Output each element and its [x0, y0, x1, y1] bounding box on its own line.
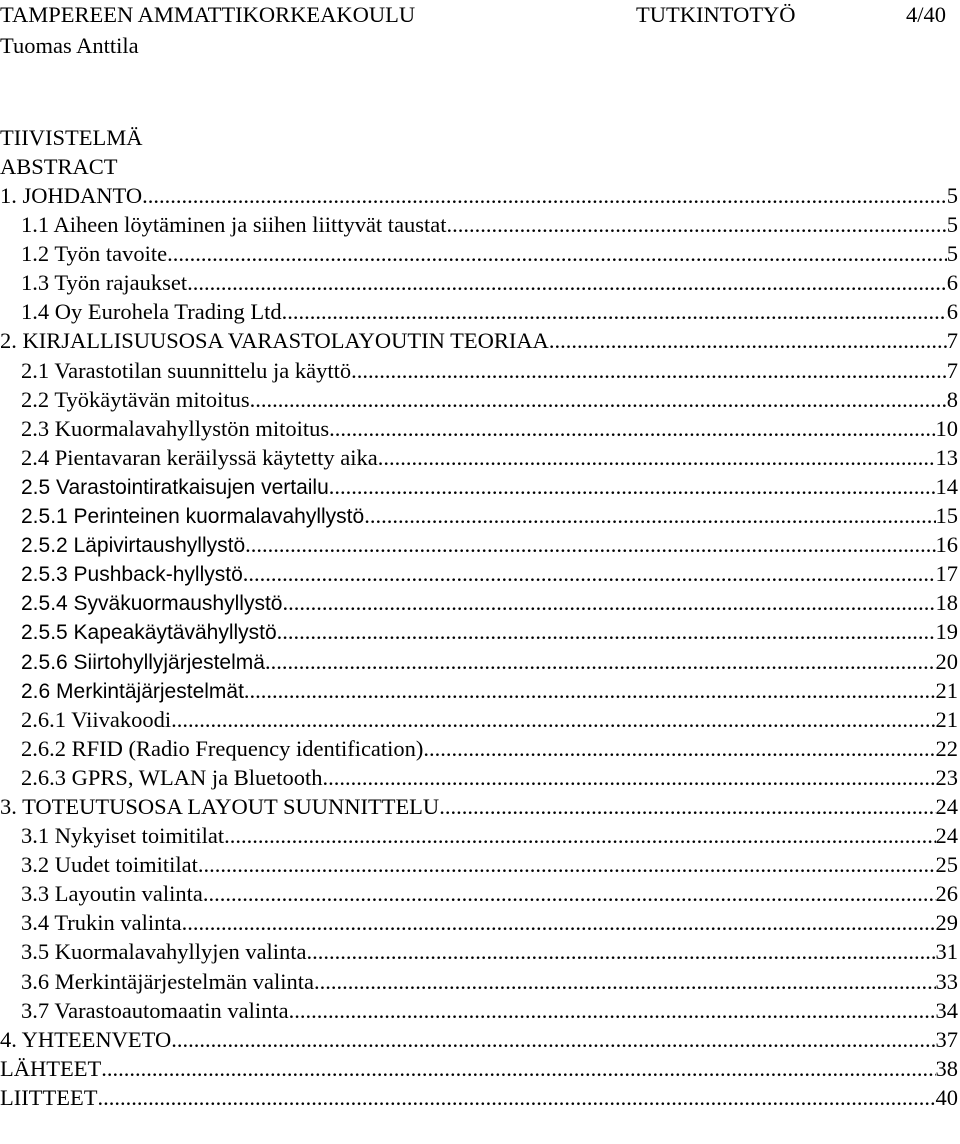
- toc-entry-page: 21: [935, 706, 958, 732]
- toc-leader-dots: [243, 559, 936, 588]
- toc-entry-title: 2.5.6 Siirtohyllyjärjestelmä: [21, 650, 265, 674]
- toc-entry[interactable]: [0, 850, 958, 879]
- toc-entry[interactable]: [0, 676, 958, 705]
- toc-entry-title: 2.6.3 GPRS, WLAN ja Bluetooth: [21, 764, 323, 790]
- toc-entry-title: 3.7 Varastoautomaatin valinta: [21, 997, 289, 1023]
- toc-entry-page: 34: [935, 997, 958, 1023]
- toc-entry[interactable]: [0, 385, 958, 414]
- toc-leader-dots: [101, 1054, 935, 1083]
- toc-leader-dots: [439, 792, 935, 821]
- toc-leader-dots: [244, 676, 936, 705]
- front-item-abstract-en: ABSTRACT: [0, 154, 118, 179]
- toc-entry-page: 7: [946, 328, 958, 354]
- toc-entry-page: 5: [946, 212, 958, 238]
- toc-entry-page: 26: [935, 881, 958, 907]
- toc-entry-title: 2.5.5 Kapeakäytävähyllystö: [21, 621, 277, 645]
- toc-entry-page: 29: [935, 910, 958, 936]
- toc-entry-title: 3.6 Merkintäjärjestelmän valinta: [21, 968, 315, 994]
- author-name: Tuomas Anttila: [0, 33, 139, 58]
- toc-entry-title: 2.5.1 Perinteinen kuormalavahyllystö: [21, 505, 365, 529]
- toc-entry-title: 2.2 Työkäytävän mitoitus: [21, 386, 250, 412]
- toc-entry-title: 2.4 Pientavaran keräilyssä käytetty aika: [21, 444, 378, 470]
- toc-entry-title: 2.1 Varastotilan suunnittelu ja käyttö: [21, 357, 352, 383]
- toc-entry[interactable]: [0, 414, 958, 443]
- document-type: TUTKINTOTYÖ: [636, 2, 796, 27]
- toc-entry[interactable]: [0, 792, 958, 821]
- toc-leader-dots: [314, 967, 935, 996]
- toc-entry-title: 2.5 Varastointiratkaisujen vertailu: [21, 475, 329, 499]
- institution-name: TAMPEREEN AMMATTIKORKEAKOULU: [0, 2, 416, 27]
- toc-leader-dots: [307, 937, 936, 966]
- toc-entry[interactable]: [0, 181, 958, 210]
- toc-leader-dots: [329, 472, 936, 501]
- toc-entry-page: 19: [935, 619, 958, 645]
- toc-entry-page: 18: [935, 590, 958, 616]
- toc-entry[interactable]: [0, 1083, 958, 1112]
- toc-entry-title: 3.3 Layoutin valinta: [21, 881, 203, 907]
- toc-entry[interactable]: [0, 559, 958, 588]
- toc-entry[interactable]: [0, 763, 958, 792]
- toc-entry-page: 22: [935, 735, 958, 761]
- toc-entry-title: 1.1 Aiheen löytäminen ja siihen liittyvät taustat: [21, 212, 447, 238]
- toc-leader-dots: [187, 268, 947, 297]
- toc-entry[interactable]: [0, 326, 958, 355]
- toc-entry-page: 21: [935, 677, 958, 703]
- toc-entry-page: 17: [935, 561, 958, 587]
- toc-entry[interactable]: [0, 297, 958, 326]
- toc-leader-dots: [224, 821, 935, 850]
- toc-entry-page: 14: [935, 473, 958, 499]
- toc-entry-page: 31: [935, 939, 958, 965]
- toc-entry[interactable]: [0, 530, 958, 559]
- toc-entry[interactable]: [0, 705, 958, 734]
- toc-entry[interactable]: [0, 1025, 958, 1054]
- toc-leader-dots: [198, 850, 936, 879]
- toc-entry[interactable]: [0, 937, 958, 966]
- toc-leader-dots: [142, 181, 947, 210]
- toc-entry[interactable]: [0, 996, 958, 1025]
- toc-entry[interactable]: [0, 501, 958, 530]
- toc-leader-dots: [549, 326, 947, 355]
- toc-entry-page: 6: [946, 299, 958, 325]
- toc-entry-title: LIITTEET: [0, 1084, 98, 1110]
- toc-entry[interactable]: [0, 472, 958, 501]
- toc-entry-title: 2. KIRJALLISUUSOSA VARASTOLAYOUTIN TEORIAA: [0, 328, 549, 354]
- toc-entry-page: 16: [935, 532, 958, 558]
- toc-entry[interactable]: [0, 734, 958, 763]
- toc-entry-page: 13: [935, 444, 958, 470]
- toc-entry[interactable]: [0, 239, 958, 268]
- toc-leader-dots: [329, 414, 935, 443]
- toc-entry-page: 38: [935, 1055, 958, 1081]
- toc-leader-dots: [250, 385, 947, 414]
- toc-leader-dots: [171, 1025, 935, 1054]
- toc-entry-title: 2.6.1 Viivakoodi: [21, 706, 172, 732]
- toc-leader-dots: [447, 210, 947, 239]
- toc-entry-title: 2.6 Merkintäjärjestelmät: [21, 679, 244, 703]
- toc-entry-page: 10: [935, 415, 958, 441]
- toc-leader-dots: [167, 239, 947, 268]
- toc-entry-page: 40: [935, 1084, 958, 1110]
- toc-entry-title: 3.1 Nykyiset toimitilat: [21, 823, 225, 849]
- toc-entry[interactable]: [0, 356, 958, 385]
- toc-entry-title: 2.5.2 Läpivirtaushyllystö: [21, 534, 246, 558]
- toc-entry-title: 1.2 Työn tavoite: [21, 241, 168, 267]
- toc-entry-title: 3.2 Uudet toimitilat: [21, 852, 198, 878]
- toc-leader-dots: [289, 996, 936, 1025]
- toc-entry-page: 20: [935, 648, 958, 674]
- toc-entry[interactable]: [0, 1054, 958, 1083]
- toc-entry[interactable]: [0, 268, 958, 297]
- toc-leader-dots: [245, 530, 935, 559]
- front-item-abstract-fi: TIIVISTELMÄ: [0, 125, 143, 150]
- toc-entry-title: 2.3 Kuormalavahyllystön mitoitus: [21, 415, 330, 441]
- toc-entry[interactable]: [0, 210, 958, 239]
- toc-entry-page: 5: [946, 183, 958, 208]
- toc-leader-dots: [364, 501, 935, 530]
- toc-entry-page: 37: [935, 1026, 958, 1052]
- toc-entry-page: 25: [935, 852, 958, 878]
- toc-entry-page: 15: [935, 503, 958, 529]
- toc-entry-title: 2.6.2 RFID (Radio Frequency identification): [21, 735, 424, 761]
- toc-entry-title: 2.5.4 Syväkuormaushyllystö: [21, 592, 283, 616]
- toc-entry[interactable]: [0, 967, 958, 996]
- toc-leader-dots: [182, 908, 936, 937]
- toc-leader-dots: [351, 356, 947, 385]
- toc-entry[interactable]: [0, 879, 958, 908]
- toc-entry-title: 3.5 Kuormalavahyllyjen valinta: [21, 939, 307, 965]
- toc-entry[interactable]: [0, 617, 958, 646]
- toc-entry-page: 24: [935, 823, 958, 849]
- toc-entry-title: 1.4 Oy Eurohela Trading Ltd: [21, 299, 282, 325]
- page-header: [0, 0, 960, 58]
- toc-entry-page: 5: [946, 241, 958, 267]
- toc-leader-dots: [277, 617, 936, 646]
- toc-entry-title: 3.4 Trukin valinta: [21, 910, 182, 936]
- toc-entry-title: LÄHTEET: [0, 1055, 102, 1081]
- toc-entry[interactable]: [0, 908, 958, 937]
- toc-leader-dots: [282, 297, 947, 326]
- toc-entry-page: 8: [946, 386, 958, 412]
- toc-entry-page: 23: [935, 764, 958, 790]
- toc-leader-dots: [265, 647, 936, 676]
- toc-leader-dots: [97, 1083, 935, 1112]
- toc-leader-dots: [423, 734, 935, 763]
- toc-leader-dots: [378, 443, 936, 472]
- toc-entry[interactable]: [0, 588, 958, 617]
- table-of-contents: [0, 181, 958, 1112]
- toc-leader-dots: [171, 705, 935, 734]
- toc-entry-page: 7: [946, 357, 958, 383]
- toc-entry-title: 1. JOHDANTO: [0, 183, 143, 208]
- toc-entry[interactable]: [0, 647, 958, 676]
- toc-entry-page: 24: [935, 793, 958, 819]
- front-matter: [0, 123, 142, 181]
- toc-entry[interactable]: [0, 821, 958, 850]
- page-number: 4/40: [905, 2, 946, 27]
- toc-entry-title: 3. TOTEUTUSOSA LAYOUT SUUNNITTELU: [0, 793, 440, 819]
- toc-entry-page: 6: [946, 270, 958, 296]
- toc-entry-page: 33: [935, 968, 958, 994]
- toc-entry-title: 1.3 Työn rajaukset: [21, 270, 188, 296]
- toc-leader-dots: [203, 879, 936, 908]
- toc-entry[interactable]: [0, 443, 958, 472]
- toc-entry-title: 2.5.3 Pushback-hyllystö: [21, 563, 243, 587]
- toc-leader-dots: [282, 588, 935, 617]
- toc-entry-title: 4. YHTEENVETO: [0, 1026, 172, 1052]
- toc-leader-dots: [322, 763, 935, 792]
